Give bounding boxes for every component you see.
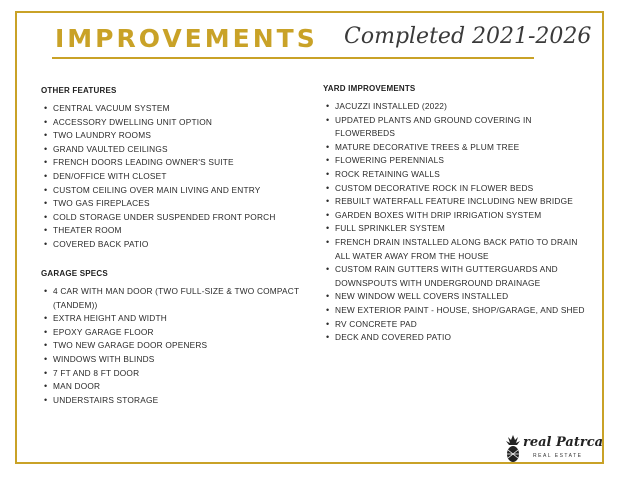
yard-improvements-item: • MATURE DECORATIVE TREES & PLUM TREE: [323, 141, 593, 155]
garage-specs-heading: GARAGE SPECS: [41, 269, 108, 278]
other-features-item: • GRAND VAULTED CEILINGS: [41, 143, 306, 157]
garage-specs-item: • EXTRA HEIGHT AND WIDTH: [41, 312, 306, 326]
garage-specs-item: • TWO NEW GARAGE DOOR OPENERS: [41, 339, 306, 353]
pineapple-icon: [505, 435, 521, 463]
brand-logo: [505, 435, 610, 465]
other-features-item: • TWO GAS FIREPLACES: [41, 197, 306, 211]
yard-improvements-item: • JACUZZI INSTALLED (2022): [323, 100, 593, 114]
page-subtitle: Completed 2021-2026: [344, 24, 592, 49]
logo-name: real Patrca: [523, 435, 604, 450]
yard-improvements-item: • NEW EXTERIOR PAINT - HOUSE, SHOP/GARAGE, AND SHED: [323, 304, 593, 318]
garage-specs-item: • EPOXY GARAGE FLOOR: [41, 326, 306, 340]
yard-improvements-item: • GARDEN BOXES WITH DRIP IRRIGATION SYSTEM: [323, 209, 593, 223]
garage-specs-item: • UNDERSTAIRS STORAGE: [41, 394, 306, 408]
title-underline: [52, 57, 534, 59]
other-features-item: • CUSTOM CEILING OVER MAIN LIVING AND ENTRY: [41, 184, 306, 198]
other-features-item: • ACCESSORY DWELLING UNIT OPTION: [41, 116, 306, 130]
other-features-item: • TWO LAUNDRY ROOMS: [41, 129, 306, 143]
yard-improvements-item: • FRENCH DRAIN INSTALLED ALONG BACK PATIO TO DRAIN ALL WATER AWAY FROM THE HOUSE: [323, 236, 593, 263]
yard-improvements-item: • NEW WINDOW WELL COVERS INSTALLED: [323, 290, 593, 304]
yard-improvements-item: • REBUILT WATERFALL FEATURE INCLUDING NEW BRIDGE: [323, 195, 593, 209]
other-features-item: • THEATER ROOM: [41, 224, 306, 238]
garage-specs-item: • MAN DOOR: [41, 380, 306, 394]
other-features-item: • FRENCH DOORS LEADING OWNER'S SUITE: [41, 156, 306, 170]
yard-improvements-item: • FLOWERING PERENNIALS: [323, 154, 593, 168]
page-title: IMPROVEMENTS: [55, 24, 318, 53]
garage-specs-item: • 7 FT AND 8 FT DOOR: [41, 367, 306, 381]
other-features-item: • CENTRAL VACUUM SYSTEM: [41, 102, 306, 116]
other-features-list: [41, 102, 306, 252]
other-features-heading: OTHER FEATURES: [41, 86, 117, 95]
yard-improvements-item: • CUSTOM RAIN GUTTERS WITH GUTTERGUARDS AND DOWNSPOUTS WITH UNDERGROUND DRAINAGE: [323, 263, 593, 290]
other-features-item: • COLD STORAGE UNDER SUSPENDED FRONT PORCH: [41, 211, 306, 225]
garage-specs-item: • 4 CAR WITH MAN DOOR (TWO FULL-SIZE & TWO COMPACT (TANDEM)): [41, 285, 306, 312]
yard-improvements-item: • ROCK RETAINING WALLS: [323, 168, 593, 182]
yard-improvements-item: • UPDATED PLANTS AND GROUND COVERING IN FLOWERBEDS: [323, 114, 593, 141]
yard-improvements-item: • DECK AND COVERED PATIO: [323, 331, 593, 345]
garage-specs-list: [41, 285, 306, 407]
other-features-item: • COVERED BACK PATIO: [41, 238, 306, 252]
other-features-item: • DEN/OFFICE WITH CLOSET: [41, 170, 306, 184]
yard-improvements-heading: YARD IMPROVEMENTS: [323, 84, 416, 93]
yard-improvements-item: • FULL SPRINKLER SYSTEM: [323, 222, 593, 236]
yard-improvements-item: • RV CONCRETE PAD: [323, 318, 593, 332]
logo-tagline: REAL ESTATE: [533, 453, 583, 459]
yard-improvements-item: • CUSTOM DECORATIVE ROCK IN FLOWER BEDS: [323, 182, 593, 196]
garage-specs-item: • WINDOWS WITH BLINDS: [41, 353, 306, 367]
yard-improvements-list: [323, 100, 593, 345]
